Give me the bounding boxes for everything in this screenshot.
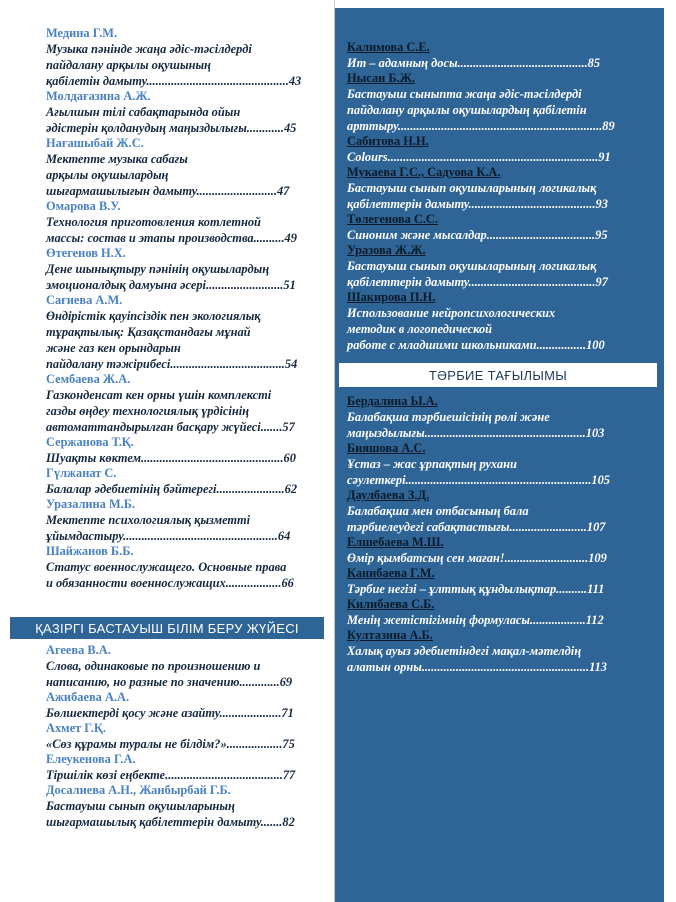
- toc-entry-title-line: шығармашылық қабілеттерін дамыту.......82: [46, 815, 295, 829]
- toc-entry-title-line: пайдалану арқылы оқушылардың қабілетін: [347, 103, 587, 117]
- toc-entry-title-line: Халық ауыз әдебиетіндегі мақал-мәтелдің: [347, 644, 582, 658]
- toc-entry[interactable]: [347, 441, 631, 488]
- toc-entry-title-line: Слова, одинаковые по произношению и: [46, 659, 261, 673]
- toc-entry-title-line: қабілеттерін дамыту.........................................93: [347, 197, 608, 211]
- toc-entry[interactable]: [46, 293, 320, 372]
- toc-entry-author: Бердалина Ы.А.: [347, 394, 438, 408]
- toc-entry-author: Ажибаева А.А.: [46, 690, 130, 704]
- toc-entry-author: Сабитова Н.Н.: [347, 134, 429, 148]
- toc-entry-title-line: Мектепте психологиялық қызметті: [46, 513, 251, 527]
- toc-entry[interactable]: [347, 165, 631, 212]
- toc-entry-author: Медина Г.М.: [46, 26, 118, 40]
- toc-entry[interactable]: [46, 89, 320, 136]
- toc-entry-title-line: Использование нейропсихологических: [347, 306, 556, 320]
- toc-entry-title-line: Бастауыш сынып оқушыларының: [46, 799, 235, 813]
- toc-entry-title-line: шығармашылығын дамыту..........................47: [46, 184, 290, 198]
- section-heading-upbringing: [339, 363, 657, 387]
- toc-entry-author: Шайжанов Б.Б.: [46, 544, 134, 558]
- toc-entry-author: Елшебаева М.Ш.: [347, 535, 444, 549]
- toc-entry-title-line: Технология приготовления котлетной: [46, 215, 261, 229]
- toc-entry-title-line: Менің жетістігімнің формуласы..................112: [347, 613, 604, 627]
- section-heading-modern-primary-education: [10, 617, 324, 639]
- toc-entry[interactable]: [347, 394, 631, 441]
- page-top-margin: [335, 0, 664, 8]
- toc-entry[interactable]: [46, 544, 320, 591]
- toc-entry-title-line: Музыка пәнінде жаңа әдіс-тәсілдерді: [46, 42, 252, 56]
- toc-entry-title-line: арқылы оқушылардың: [46, 168, 169, 182]
- toc-entry-title-line: қабілеттерін дамыту.........................................97: [347, 275, 608, 289]
- toc-entry-title-line: пайдалану арқылы оқушының: [46, 58, 211, 72]
- toc-entry-author: Омарова В.У.: [46, 199, 121, 213]
- toc-entry-title-line: Бастауыш сыныпта жаңа әдіс-тәсілдерді: [347, 87, 582, 101]
- toc-entry[interactable]: [46, 372, 320, 435]
- toc-entry-title-line: Синоним және мысалдар...................................95: [347, 228, 608, 242]
- toc-entry-title-line: әдістерін қолданудың маңыздылығы............45: [46, 121, 297, 135]
- toc-entry[interactable]: [46, 466, 320, 497]
- toc-entry[interactable]: [46, 783, 320, 830]
- toc-entry-title-line: Газконденсат кен орны үшін комплексті: [46, 388, 272, 402]
- toc-entry-title-line: Статус военнослужащего. Основные права: [46, 560, 287, 574]
- toc-entry[interactable]: [347, 40, 631, 71]
- page-right-margin: [664, 0, 676, 902]
- toc-entry[interactable]: [46, 435, 320, 466]
- toc-entry-title-line: Тіршілік көзі еңбекте......................................77: [46, 768, 296, 782]
- toc-entry-author: Молдағазина А.Ж.: [46, 89, 151, 103]
- toc-entry-title-line: Бастауыш сынып оқушыларының логикалық: [347, 181, 597, 195]
- toc-entry-title-line: арттыру..................................................................89: [347, 119, 615, 133]
- toc-list-left-top: [46, 26, 320, 591]
- toc-entry-author: Култазина А.Б.: [347, 628, 433, 642]
- toc-entry-title-line: тәрбиелеудегі сабақтастығы.........................107: [347, 520, 606, 534]
- left-column: [0, 0, 335, 902]
- toc-entry-title-line: Өндірістік қауіпсіздік пен экологиялық: [46, 309, 261, 323]
- toc-entry-title-line: массы: состав и этапы производства..........49: [46, 231, 297, 245]
- toc-entry-author: Мукаева Г.С., Садуова К.А.: [347, 165, 501, 179]
- toc-entry[interactable]: [46, 199, 320, 246]
- toc-entry-title-line: методик в логопедической: [347, 322, 493, 336]
- toc-entry[interactable]: [46, 497, 320, 544]
- toc-entry-author: Нағашыбай Ж.С.: [46, 136, 144, 150]
- toc-entry[interactable]: [347, 597, 631, 628]
- toc-entry[interactable]: [46, 721, 320, 752]
- toc-entry-author: Уразалина М.Б.: [46, 497, 136, 511]
- toc-entry-author: Бияшова А.С.: [347, 441, 426, 455]
- right-column: [335, 8, 664, 902]
- toc-entry[interactable]: [46, 752, 320, 783]
- toc-entry-title-line: ұйымдастыру..................................................64: [46, 529, 291, 543]
- toc-entry-title-line: Ұстаз – жас ұрпақтың рухани: [347, 457, 517, 471]
- toc-entry[interactable]: [347, 290, 631, 353]
- toc-entry-author: Елеукенова Г.А.: [46, 752, 136, 766]
- toc-entry-author: Төлегенова С.С.: [347, 212, 438, 226]
- toc-entry-author: Шакирова П.Н.: [347, 290, 436, 304]
- toc-entry-author: Гүлжанат С.: [46, 466, 117, 480]
- toc-entry[interactable]: [46, 690, 320, 721]
- section-title: ТӘРБИЕ ТАҒЫЛЫМЫ: [428, 367, 568, 383]
- toc-list-right-top: [347, 40, 631, 353]
- toc-entry[interactable]: [46, 26, 320, 89]
- toc-entry-author: Нысан Б.Ж.: [347, 71, 416, 85]
- toc-entry-author: Даулбаева З.Д.: [347, 488, 430, 502]
- toc-entry-title-line: Ит – адамның досы..........................................85: [347, 56, 601, 70]
- toc-entry-author: Килибаева С.Б.: [347, 597, 435, 611]
- toc-entry-title-line: эмоционалдық дамуына әсері.........................51: [46, 278, 296, 292]
- toc-entry-title-line: Бастауыш сынып оқушыларының логикалық: [347, 259, 597, 273]
- toc-entry-title-line: алатын орны......................................................113: [347, 660, 608, 674]
- section-title: ҚАЗІРГІ БАСТАУЫШ БІЛІМ БЕРУ ЖҮЙЕСІ: [35, 620, 299, 636]
- toc-entry-author: Досалиева А.Н., Жанбырбай Г.Б.: [46, 783, 231, 797]
- toc-entry-title-line: пайдалану тәжірибесі.....................................54: [46, 357, 298, 371]
- toc-entry-title-line: написанию, но разные по значению.............69: [46, 675, 293, 689]
- toc-entry-title-line: автоматтандырылған басқару жүйесі.......57: [46, 420, 295, 434]
- toc-entry-author: Канибаева Г.М.: [347, 566, 435, 580]
- toc-entry-title-line: маңыздылығы....................................................103: [347, 426, 605, 440]
- toc-entry-title-line: «Сөз құрамы туралы не білдім?»..................75: [46, 737, 295, 751]
- toc-entry-title-line: Балабақша тәрбиешісінің рөлі және: [347, 410, 550, 424]
- toc-entry-title-line: Дене шынықтыру пәнінің оқушылардың: [46, 262, 270, 276]
- toc-entry-author: Калимова С.Е.: [347, 40, 430, 54]
- toc-entry[interactable]: [46, 643, 320, 690]
- toc-entry-title-line: қабілетін дамыту..............................................43: [46, 74, 302, 88]
- toc-entry-title-line: тұрақтылық: Қазақстандағы мұнай: [46, 325, 251, 339]
- toc-entry[interactable]: [46, 246, 320, 293]
- toc-entry[interactable]: [347, 488, 631, 535]
- toc-entry[interactable]: [347, 212, 631, 243]
- toc-entry-title-line: Тәрбие негізі – ұлттық құндылықтар..........111: [347, 582, 605, 596]
- toc-entry-title-line: Бөлшектерді қосу және азайту....................71: [46, 706, 294, 720]
- toc-entry-title-line: сәулеткері............................................................105: [347, 473, 610, 487]
- toc-entry[interactable]: [347, 243, 631, 290]
- toc-entry[interactable]: [347, 566, 631, 597]
- toc-entry-title-line: Ағылшын тілі сабақтарында ойын: [46, 105, 241, 119]
- toc-list-left-bottom: [46, 643, 320, 830]
- toc-entry-author: Ахмет Г.Қ.: [46, 721, 106, 735]
- toc-entry-title-line: и обязанности военнослужащих..................66: [46, 576, 294, 590]
- toc-entry-author: Агеева В.А.: [46, 643, 111, 657]
- toc-entry-title-line: Мектепте музыка сабағы: [46, 152, 188, 166]
- toc-entry-author: Сембаева Ж.А.: [46, 372, 131, 386]
- toc-entry[interactable]: [347, 71, 631, 134]
- toc-entry[interactable]: [347, 134, 631, 165]
- toc-list-right-bottom: [347, 394, 631, 675]
- toc-entry-title-line: газды өңдеу технологиялық үрдісінің: [46, 404, 250, 418]
- toc-entry[interactable]: [347, 535, 631, 566]
- toc-entry-title-line: Балалар әдебиетінің бәйтерегі......................62: [46, 482, 298, 496]
- toc-entry-author: Уразова Ж.Ж.: [347, 243, 426, 257]
- toc-entry-author: Өтегенов Н.Х.: [46, 246, 126, 260]
- toc-entry[interactable]: [46, 136, 320, 199]
- toc-entry-title-line: және газ кен орындарын: [46, 341, 181, 355]
- toc-entry[interactable]: [347, 628, 631, 675]
- toc-entry-title-line: Colours....................................................................91: [347, 150, 611, 164]
- toc-entry-author: Сержанова Т.Қ.: [46, 435, 134, 449]
- toc-entry-author: Сағиева А.М.: [46, 293, 123, 307]
- toc-entry-title-line: Шуақты көктем..............................................60: [46, 451, 296, 465]
- toc-entry-title-line: Балабақша мен отбасының бала: [347, 504, 529, 518]
- toc-entry-title-line: работе с младшими школьниками................100: [347, 338, 605, 352]
- toc-entry-title-line: Өмір қымбатсың сен маған!...........................109: [347, 551, 607, 565]
